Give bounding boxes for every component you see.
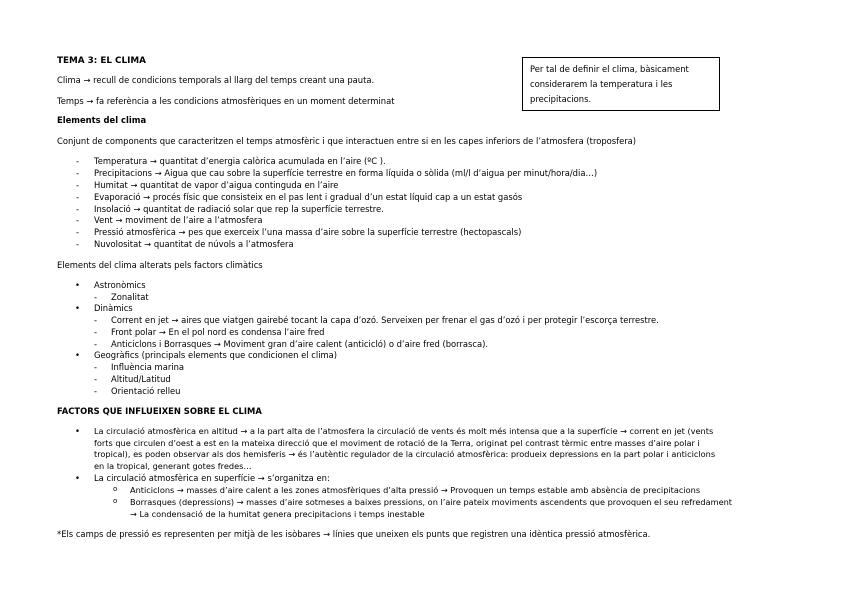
sub-bullet: o <box>113 497 118 505</box>
elements-intro: Conjunt de components que caracteritzen el temps atmosfèric i que interactuen entre si en les capes inferiors de l’atmosfera (troposfera) <box>57 136 637 146</box>
altered-intro: Elements del clima alterats pels factors climàtics <box>57 260 263 270</box>
list-dash: - <box>76 180 80 190</box>
list-dash: - <box>94 327 98 337</box>
list-dash: - <box>94 339 98 349</box>
paragraph-line: en la tropical, generant gotes fredes… <box>94 461 252 471</box>
list-dash: - <box>94 292 98 302</box>
sub-item: Altitud/Latitud <box>111 374 171 384</box>
factor-dinamics: Dinàmics <box>94 303 133 313</box>
list-dash: - <box>76 192 80 202</box>
list-item: Precipitacions → Aigua que cau sobre la superfície terrestre en forma líquida o sòlida (ml/l d’aigua per minut/hora/dia…) <box>94 168 598 178</box>
sub-item: Anticiclons → masses d’aire calent a les zones atmosfèriques d’alta pressió → Provoquen un temps estable amb absència de precipitacions <box>130 485 701 495</box>
list-dash: - <box>76 168 80 178</box>
factor-astronomics: Astronòmics <box>94 280 146 290</box>
list-dash: - <box>76 204 80 214</box>
definition-clima: Clima → recull de condicions temporals al llarg del temps creant una pauta. <box>57 75 375 85</box>
list-dash: - <box>94 374 98 384</box>
section-heading-factors: FACTORS QUE INFLUEIXEN SOBRE EL CLIMA <box>57 406 262 416</box>
sub-item: Anticiclons i Borrasques → Moviment gran d’aire calent (anticicló) o d’aire fred (borrasca). <box>111 339 489 349</box>
list-item: Evaporació → procés físic que consisteix en el pas lent i gradual d’un estat líquid cap a un estat gasós <box>94 192 523 202</box>
paragraph-line: tropical), es poden observar als dos hemisferis → és l’autèntic regulador de la circulació atmosfèrica: produeix depressions en la part polar i anticiclons <box>94 449 716 459</box>
sub-item: Corrent en jet → aires que viatgen gairebé tocant la capa d’ozó. Serveixen per frenar el gas d’ozó i per protegir l’escorça terrestre. <box>111 315 659 325</box>
bullet: • <box>75 350 80 360</box>
section-heading-elements: Elements del clima <box>57 115 147 125</box>
note-line: Per tal de definir el clima, bàsicament <box>530 64 689 74</box>
list-item: Insolació → quantitat de radiació solar que rep la superfície terrestre. <box>94 204 384 214</box>
list-dash: - <box>76 227 80 237</box>
list-dash: - <box>76 215 80 225</box>
list-dash: - <box>76 156 80 166</box>
note-box <box>522 57 720 111</box>
sub-item: Borrasques (depressions) → masses d’aire sotmeses a baixes pressions, on l’aire pateix moviments ascendents que provoquen el seu refredament <box>130 497 733 507</box>
paragraph-line: La circulació atmosfèrica en superfície → s’organitza en: <box>94 473 330 483</box>
list-item: Pressió atmosfèrica → pes que exerceix l’una massa d’aire sobre la superfície terrestre (hectopascals) <box>94 227 522 237</box>
paragraph-line: La circulació atmosfèrica en altitud → a la part alta de l’atmosfera la circulació de vents és molt més intensa que a la superfície → corrent en jet (vents <box>94 426 714 436</box>
list-item: Temperatura → quantitat d’energia calòrica acumulada en l’aire (ºC ). <box>94 156 386 166</box>
list-dash: - <box>94 362 98 372</box>
list-item: Nuvolositat → quantitat de núvols a l’atmosfera <box>94 239 294 249</box>
sub-item: Front polar → En el pol nord es condensa l’aire fred <box>111 327 325 337</box>
list-item: Vent → moviment de l’aire a l’atmosfera <box>94 215 263 225</box>
bullet: • <box>75 426 80 436</box>
page-title: TEMA 3: EL CLIMA <box>57 56 146 66</box>
list-item: Humitat → quantitat de vapor d’aigua continguda en l’aire <box>94 180 339 190</box>
bullet: • <box>75 280 80 290</box>
factor-geografics: Geogràfics (principals elements que condicionen el clima) <box>94 350 338 360</box>
list-dash: - <box>94 315 98 325</box>
sub-bullet: o <box>113 485 118 493</box>
definition-temps: Temps → fa referència a les condicions atmosfèriques en un moment determinat <box>57 96 395 106</box>
note-line: considerarem la temperatura i les <box>530 79 673 89</box>
list-dash: - <box>94 386 98 396</box>
paragraph-line: forts que circulen d’oest a est en la mateixa direcció que el moviment de rotació de la Terra, originat pel contrast tèrmic entre masses d’aire polar i <box>94 438 700 448</box>
bullet: • <box>75 473 80 483</box>
list-dash: - <box>76 239 80 249</box>
sub-item: → La condensació de la humitat genera precipitacions i temps inestable <box>130 509 425 519</box>
note-line: precipitacions. <box>530 94 592 104</box>
sub-item: Orientació relleu <box>111 386 181 396</box>
sub-item: Zonalitat <box>111 292 149 302</box>
bullet: • <box>75 303 80 313</box>
sub-item: Influència marina <box>111 362 185 372</box>
footnote: *Els camps de pressió es representen per mitjà de les isòbares → línies que uneixen els punts que registren una idèntica pressió atmosfèrica. <box>57 529 651 539</box>
